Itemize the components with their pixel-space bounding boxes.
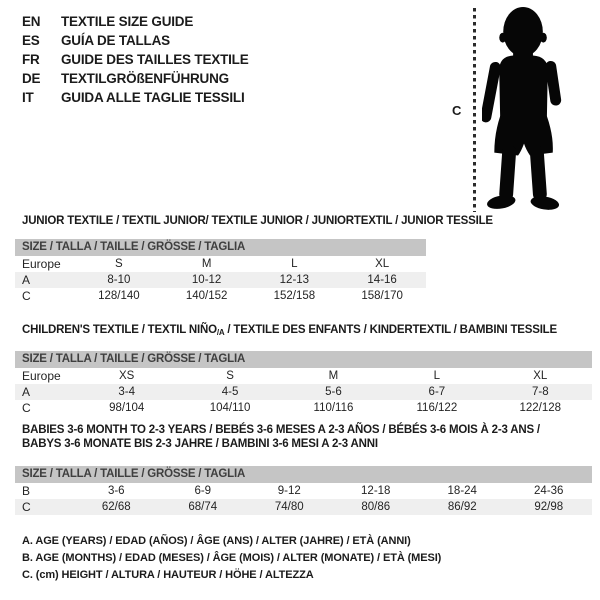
lang-row-de: [22, 69, 249, 88]
size-cell: M: [201, 258, 212, 270]
table-row: [15, 288, 426, 304]
table-row: [15, 368, 592, 384]
babies-size-table: [15, 483, 592, 515]
size-cell: 4-5: [178, 384, 281, 400]
children-table-section: [15, 323, 592, 416]
lang-title: GUIDE DES TAILLES TEXTILE: [61, 52, 249, 67]
row-label: Europe: [22, 257, 61, 271]
footnote-b: B. AGE (MONTHS) / EDAD (MESES) / ÂGE (MOIS) / ALTER (MONATE) / ETÀ (MESI): [22, 552, 442, 564]
babies-table-section: [15, 423, 592, 515]
size-cell: 9-12: [277, 485, 301, 497]
lang-code: FR: [22, 52, 40, 67]
language-heading-list: [22, 12, 249, 107]
size-cell: 62/68: [73, 499, 160, 515]
babies-table-title-line1: BABIES 3-6 MONTH TO 2-3 YEARS / BEBÉS 3-6 MESES A 2-3 AÑOS / BÉBÉS 3-6 MOIS À 2-3 ANS /: [22, 424, 540, 436]
lang-code: ES: [22, 33, 40, 48]
size-cell: 3-4: [75, 384, 178, 400]
size-cell: XS: [119, 370, 135, 382]
size-cell: 14-16: [338, 272, 426, 288]
size-cell: 3-6: [107, 485, 125, 497]
size-cell: 86/92: [419, 499, 506, 515]
size-cell: 6-9: [194, 485, 212, 497]
size-cell: 122/128: [519, 402, 562, 414]
row-label: A: [15, 272, 75, 288]
size-cell: XL: [533, 370, 548, 382]
size-cell: 92/98: [506, 499, 593, 515]
size-cell: L: [433, 370, 441, 382]
table-row: [15, 483, 592, 499]
size-cell: S: [226, 370, 234, 382]
size-cell: 98/104: [109, 402, 145, 414]
size-cell: 8-10: [75, 272, 163, 288]
size-cell: L: [291, 258, 298, 270]
lang-row-fr: [22, 50, 249, 69]
junior-size-header-bar: SIZE / TALLA / TAILLE / GRÖSSE / TAGLIA: [15, 239, 426, 256]
size-cell: 110/116: [313, 402, 354, 414]
table-row: [15, 499, 592, 515]
height-dotted-line: [473, 8, 476, 212]
row-label: C: [22, 289, 31, 303]
title-text: CHILDREN'S TEXTILE / TEXTIL NIÑO: [22, 324, 217, 336]
lang-title: GUIDA ALLE TAGLIE TESSILI: [61, 90, 245, 105]
lang-title: TEXTILGRÖßENFÜHRUNG: [61, 71, 229, 86]
size-cell: 152/158: [273, 290, 316, 302]
lang-row-it: [22, 88, 249, 107]
size-cell: 5-6: [282, 384, 385, 400]
table-row: [15, 272, 426, 288]
children-size-header-bar: SIZE / TALLA / TAILLE / GRÖSSE / TAGLIA: [15, 351, 592, 368]
babies-size-header-bar: SIZE / TALLA / TAILLE / GRÖSSE / TAGLIA: [15, 466, 592, 483]
size-cell: 104/110: [209, 402, 251, 414]
size-cell: 158/170: [361, 290, 403, 302]
table-row: [15, 400, 592, 416]
size-cell: M: [328, 370, 339, 382]
table-row: [15, 384, 592, 400]
row-label: B: [22, 484, 31, 498]
lang-code: DE: [22, 71, 41, 86]
size-cell: 24-36: [534, 485, 564, 497]
baby-silhouette-icon: [482, 5, 570, 211]
size-cell: 128/140: [98, 290, 140, 302]
size-cell: 18-24: [447, 485, 477, 497]
row-label: Europe: [22, 369, 61, 383]
lang-row-en: [22, 12, 249, 31]
size-cell: 6-7: [385, 384, 488, 400]
size-cell: 80/86: [333, 499, 420, 515]
title-subscript: /A: [216, 328, 225, 337]
row-label: C: [15, 499, 73, 515]
title-text: / TEXTILE DES ENFANTS / KINDERTEXTIL / BAMBINI TESSILE: [224, 324, 557, 336]
row-label: C: [22, 401, 31, 415]
row-label: A: [15, 384, 75, 400]
lang-title: TEXTILE SIZE GUIDE: [61, 14, 194, 29]
table-row: [15, 256, 426, 272]
lang-code: IT: [22, 90, 34, 105]
height-measure-label: C: [452, 103, 462, 118]
size-cell: 140/152: [185, 290, 228, 302]
size-cell: 12-13: [251, 272, 339, 288]
babies-table-title-line2: BABYS 3-6 MONATE BIS 2-3 JAHRE / BAMBINI 3-6 MESI A 2-3 ANNI: [22, 438, 378, 450]
size-cell: XL: [375, 258, 390, 270]
junior-table-section: [15, 214, 493, 304]
footnotes: [22, 533, 441, 584]
junior-table-title: JUNIOR TEXTILE / TEXTIL JUNIOR/ TEXTILE JUNIOR / JUNIORTEXTIL / JUNIOR TESSILE: [22, 215, 493, 227]
size-cell: 116/122: [416, 402, 458, 414]
footnote-c: C. (cm) HEIGHT / ALTURA / HAUTEUR / HÖHE / ALTEZZA: [22, 569, 314, 581]
size-cell: 7-8: [489, 384, 592, 400]
size-cell: S: [115, 258, 123, 270]
footnote-a: A. AGE (YEARS) / EDAD (AÑOS) / ÂGE (ANS) / ALTER (JAHRE) / ETÀ (ANNI): [22, 535, 411, 547]
lang-title: GUÍA DE TALLAS: [61, 33, 170, 48]
children-size-table: [15, 368, 592, 416]
lang-row-es: [22, 31, 249, 50]
size-cell: 10-12: [163, 272, 251, 288]
junior-size-table: [15, 256, 426, 304]
children-table-title: [22, 323, 592, 340]
size-cell: 74/80: [246, 499, 333, 515]
size-cell: 68/74: [160, 499, 247, 515]
size-cell: 12-18: [361, 485, 391, 497]
lang-code: EN: [22, 14, 41, 29]
